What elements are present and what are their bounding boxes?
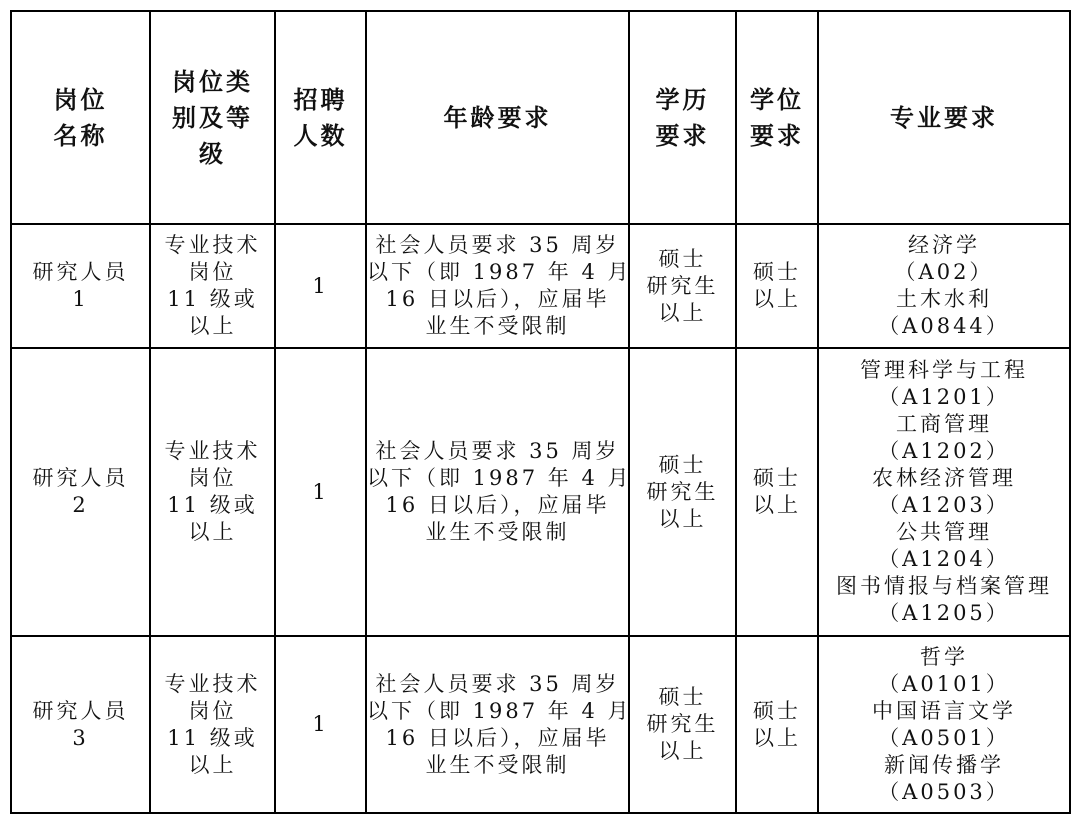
- cell-text: 研究生: [646, 712, 719, 736]
- cell-text: 以下（即 1987 年 4 月: [367, 260, 632, 284]
- cell-degree: [736, 636, 818, 813]
- header-text: 名称: [53, 121, 108, 150]
- cell-text: 业生不受限制: [425, 314, 570, 338]
- cell-position-name: [11, 636, 150, 813]
- cell-text: 研究人员: [32, 698, 129, 723]
- cell-text: 16 日以后），应届毕: [385, 493, 610, 517]
- header-category-level: [150, 11, 275, 224]
- cell-text: 以上: [753, 725, 801, 750]
- cell-text: （A0101）: [878, 671, 1010, 696]
- cell-text: 以上: [188, 520, 237, 544]
- cell-text: 业生不受限制: [425, 520, 570, 544]
- cell-count: [275, 636, 366, 813]
- cell-degree: [736, 224, 818, 348]
- header-text: 别及等: [172, 103, 253, 132]
- cell-text: 业生不受限制: [425, 752, 570, 777]
- header-text: 要求: [655, 121, 710, 150]
- cell-text: 公共管理: [896, 520, 992, 544]
- cell-text: （A1204）: [878, 547, 1010, 571]
- cell-text: 岗位: [188, 260, 237, 284]
- cell-education: [629, 636, 736, 813]
- cell-text: 硕士: [753, 260, 801, 284]
- header-text: 人数: [293, 121, 348, 150]
- cell-text: 以下（即 1987 年 4 月: [367, 466, 632, 490]
- cell-text: 以上: [188, 752, 237, 777]
- header-text: 岗位类: [172, 67, 253, 96]
- cell-text: 以上: [658, 506, 707, 531]
- cell-text: 硕士: [658, 452, 707, 477]
- cell-text: 11 级或: [167, 287, 258, 311]
- cell-text: （A0844）: [878, 314, 1010, 338]
- header-age: [366, 11, 629, 224]
- cell-text: （A1203）: [878, 493, 1010, 517]
- header-degree: [736, 11, 818, 224]
- cell-text: 11 级或: [167, 725, 258, 750]
- header-text: 岗位: [53, 85, 108, 114]
- cell-education: [629, 224, 736, 348]
- table-row: [11, 636, 1070, 813]
- cell-text: （A1202）: [878, 439, 1010, 463]
- cell-major: [818, 636, 1070, 813]
- cell-text: 研究生: [646, 479, 719, 504]
- cell-text: 社会人员要求 35 周岁: [375, 233, 620, 257]
- cell-age: [366, 636, 632, 813]
- cell-text: （A0501）: [878, 725, 1010, 750]
- cell-text: 以上: [658, 739, 707, 763]
- cell-text: 以上: [658, 300, 707, 325]
- cell-text: （A0503）: [878, 779, 1010, 804]
- cell-text: 研究生: [646, 273, 719, 298]
- cell-text: 硕士: [658, 685, 707, 709]
- cell-major: [818, 224, 1070, 348]
- cell-text: 岗位: [188, 698, 237, 723]
- cell-text: 社会人员要求 35 周岁: [375, 671, 620, 696]
- cell-count: [275, 348, 366, 636]
- cell-text: 16 日以后），应届毕: [385, 725, 610, 750]
- cell-text: 1: [72, 287, 89, 311]
- header-position-name: [11, 11, 150, 224]
- cell-text: 中国语言文学: [872, 698, 1016, 723]
- cell-age: [366, 348, 632, 636]
- header-row: [11, 11, 1070, 224]
- cell-text: （A1201）: [878, 385, 1010, 409]
- cell-category-level: [150, 348, 275, 636]
- cell-category-level: [150, 636, 275, 813]
- cell-text: 管理科学与工程: [860, 358, 1028, 382]
- cell-education: [629, 348, 736, 636]
- cell-text: 16 日以后），应届毕: [385, 287, 610, 311]
- cell-text: 2: [72, 493, 89, 517]
- cell-text: 以上: [188, 314, 237, 338]
- cell-category-level: [150, 224, 275, 348]
- header-text: 学历: [655, 85, 710, 114]
- cell-text: 经济学: [908, 233, 980, 257]
- cell-major: [818, 348, 1070, 636]
- header-count: [275, 11, 366, 224]
- cell-text: 专业技术: [164, 233, 261, 257]
- header-text: 学位: [750, 85, 804, 114]
- cell-text: 土木水利: [896, 287, 992, 311]
- header-text: 要求: [750, 121, 804, 150]
- cell-text: 以上: [753, 287, 801, 311]
- header-education: [629, 11, 736, 224]
- cell-position-name: [11, 348, 150, 636]
- cell-text: 11 级或: [167, 493, 258, 517]
- table-row: [11, 224, 1070, 348]
- header-text: 专业要求: [890, 103, 998, 132]
- recruitment-table: [10, 10, 1071, 814]
- cell-text: 1: [312, 712, 329, 736]
- cell-text: 硕士: [753, 466, 801, 490]
- cell-text: 3: [72, 725, 89, 750]
- cell-text: 硕士: [658, 246, 707, 271]
- cell-text: 哲学: [920, 644, 968, 669]
- cell-position-name: [11, 224, 150, 348]
- cell-text: 以下（即 1987 年 4 月: [367, 698, 632, 723]
- cell-text: 岗位: [188, 466, 237, 490]
- header-text: 招聘: [293, 85, 348, 114]
- cell-text: 硕士: [753, 698, 801, 723]
- header-text: 年龄要求: [443, 103, 552, 132]
- cell-text: 农林经济管理: [872, 466, 1016, 490]
- cell-text: 1: [312, 479, 329, 504]
- cell-text: （A02）: [894, 260, 994, 284]
- cell-degree: [736, 348, 818, 636]
- header-major: [818, 11, 1070, 224]
- cell-text: 新闻传播学: [884, 752, 1004, 777]
- cell-text: 专业技术: [164, 671, 261, 696]
- cell-text: 社会人员要求 35 周岁: [375, 439, 620, 463]
- cell-text: 研究人员: [32, 260, 129, 284]
- cell-text: （A1205）: [878, 601, 1010, 625]
- cell-text: 图书情报与档案管理: [836, 574, 1052, 598]
- cell-age: [366, 224, 632, 348]
- cell-count: [275, 224, 366, 348]
- cell-text: 以上: [753, 493, 801, 517]
- cell-text: 工商管理: [896, 412, 992, 436]
- cell-text: 专业技术: [164, 439, 261, 463]
- cell-text: 研究人员: [32, 466, 129, 490]
- header-text: 级: [199, 139, 226, 168]
- table-row: [11, 348, 1070, 636]
- cell-text: 1: [312, 273, 329, 298]
